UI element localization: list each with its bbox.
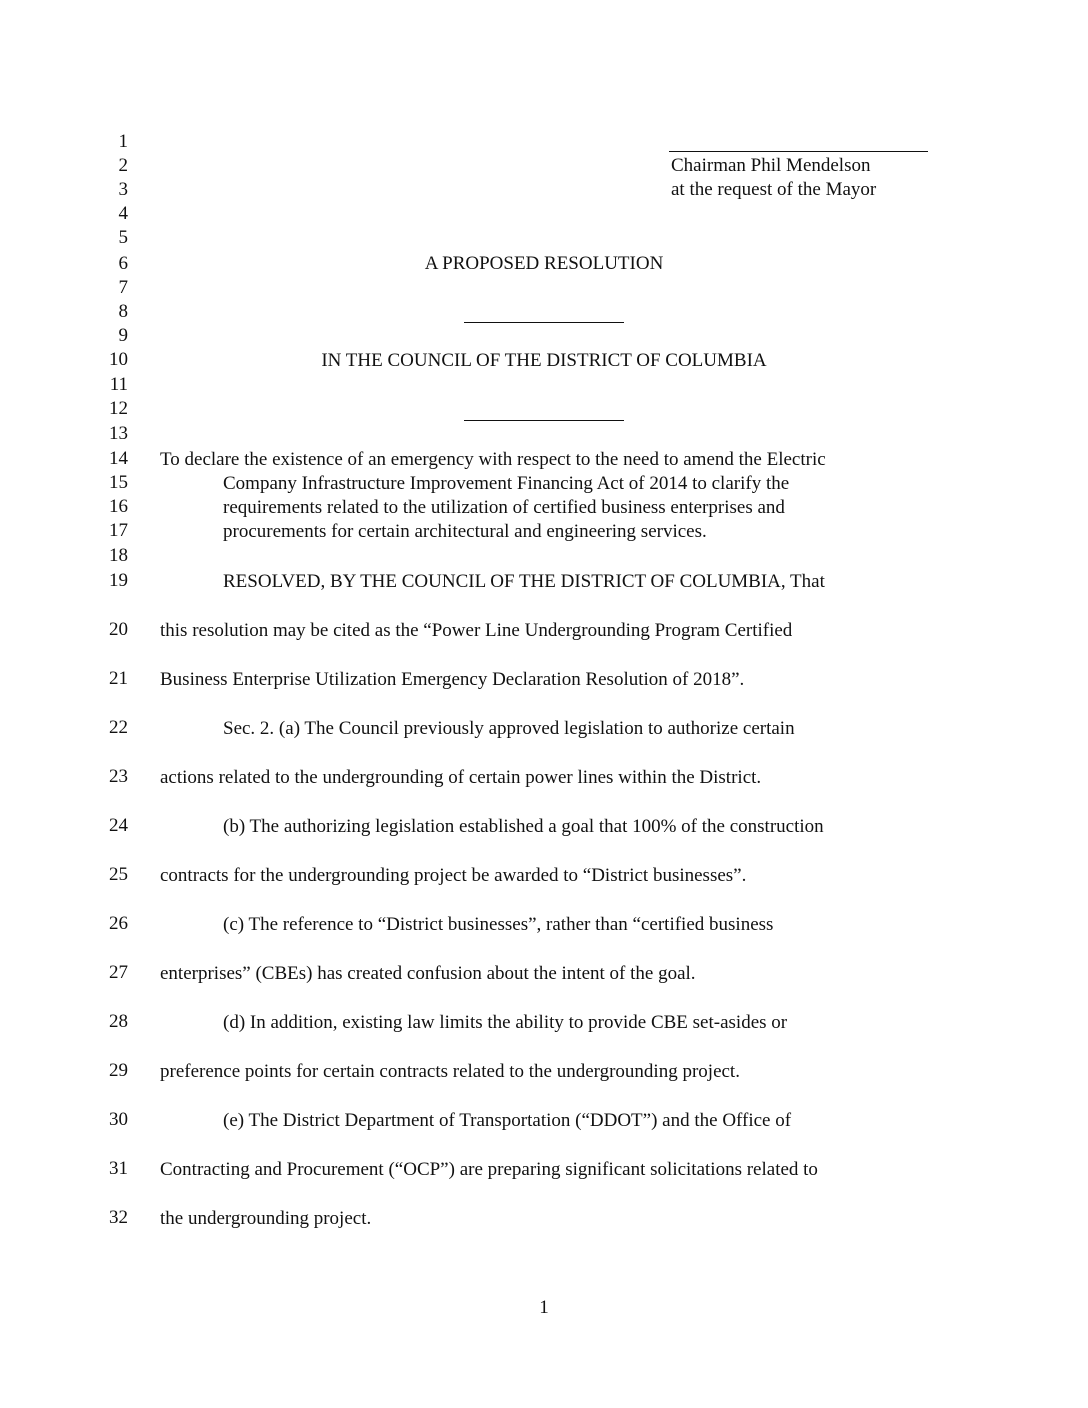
- body-line: the undergrounding project.: [160, 1208, 372, 1229]
- line-number: 5: [118, 227, 128, 248]
- body-line: preference points for certain contracts related to the undergrounding project.: [160, 1061, 740, 1082]
- body-line: (c) The reference to “District businesses”, rather than “certified business: [223, 914, 774, 935]
- sponsor-note: at the request of the Mayor: [671, 179, 877, 200]
- page-number: 1: [539, 1297, 549, 1318]
- line-number: 19: [109, 570, 128, 591]
- line-number: 2: [118, 155, 128, 176]
- line-number: 28: [109, 1011, 128, 1032]
- body-line: contracts for the undergrounding project be awarded to “District businesses”.: [160, 865, 747, 886]
- line-number: 17: [109, 520, 128, 541]
- line-number: 26: [109, 913, 128, 934]
- purpose-line: requirements related to the utilization of certified business enterprises and: [223, 497, 785, 518]
- line-number: 24: [109, 815, 128, 836]
- line-number: 14: [109, 448, 128, 469]
- title-rule: [464, 322, 624, 323]
- line-number: 8: [118, 301, 128, 322]
- line-number: 31: [109, 1158, 128, 1179]
- body-line: Sec. 2. (a) The Council previously approved legislation to authorize certain: [223, 718, 795, 739]
- line-number: 1: [118, 131, 128, 152]
- body-line: (e) The District Department of Transportation (“DDOT”) and the Office of: [223, 1110, 792, 1131]
- line-number: 11: [109, 374, 128, 395]
- body-line: (b) The authorizing legislation established a goal that 100% of the construction: [223, 816, 824, 837]
- body-line: RESOLVED, BY THE COUNCIL OF THE DISTRICT OF COLUMBIA, That: [223, 571, 825, 592]
- purpose-line: To declare the existence of an emergency with respect to the need to amend the Electric: [160, 449, 826, 470]
- line-number: 4: [118, 203, 128, 224]
- heading-rule: [464, 420, 624, 421]
- line-number: 6: [118, 253, 128, 274]
- body-line: Business Enterprise Utilization Emergency Declaration Resolution of 2018”.: [160, 669, 745, 690]
- body-line: actions related to the undergrounding of certain power lines within the District.: [160, 767, 762, 788]
- line-number: 29: [109, 1060, 128, 1081]
- signature-line: [669, 151, 928, 152]
- body-line: enterprises” (CBEs) has created confusion about the intent of the goal.: [160, 963, 696, 984]
- line-number: 32: [109, 1207, 128, 1228]
- line-number: 13: [109, 423, 128, 444]
- line-number: 10: [109, 349, 128, 370]
- line-number: 27: [109, 962, 128, 983]
- purpose-line: Company Infrastructure Improvement Financing Act of 2014 to clarify the: [223, 473, 790, 494]
- line-number: 25: [109, 864, 128, 885]
- line-number: 7: [118, 277, 128, 298]
- line-number: 21: [109, 668, 128, 689]
- body-line: (d) In addition, existing law limits the ability to provide CBE set-asides or: [223, 1012, 788, 1033]
- line-number: 16: [109, 496, 128, 517]
- line-number: 22: [109, 717, 128, 738]
- body-line: Contracting and Procurement (“OCP”) are preparing significant solicitations related to: [160, 1159, 818, 1180]
- sponsor-name: Chairman Phil Mendelson: [671, 155, 871, 176]
- line-number: 30: [109, 1109, 128, 1130]
- line-number: 18: [109, 545, 128, 566]
- line-number: 23: [109, 766, 128, 787]
- line-number: 3: [118, 179, 128, 200]
- document-title: A PROPOSED RESOLUTION: [424, 253, 664, 274]
- council-heading: IN THE COUNCIL OF THE DISTRICT OF COLUMBIA: [321, 350, 767, 371]
- line-number: 15: [109, 472, 128, 493]
- line-number: 20: [109, 619, 128, 640]
- body-line: this resolution may be cited as the “Power Line Undergrounding Program Certified: [160, 620, 793, 641]
- purpose-line: procurements for certain architectural and engineering services.: [223, 521, 707, 542]
- line-number: 12: [109, 398, 128, 419]
- line-number: 9: [118, 325, 128, 346]
